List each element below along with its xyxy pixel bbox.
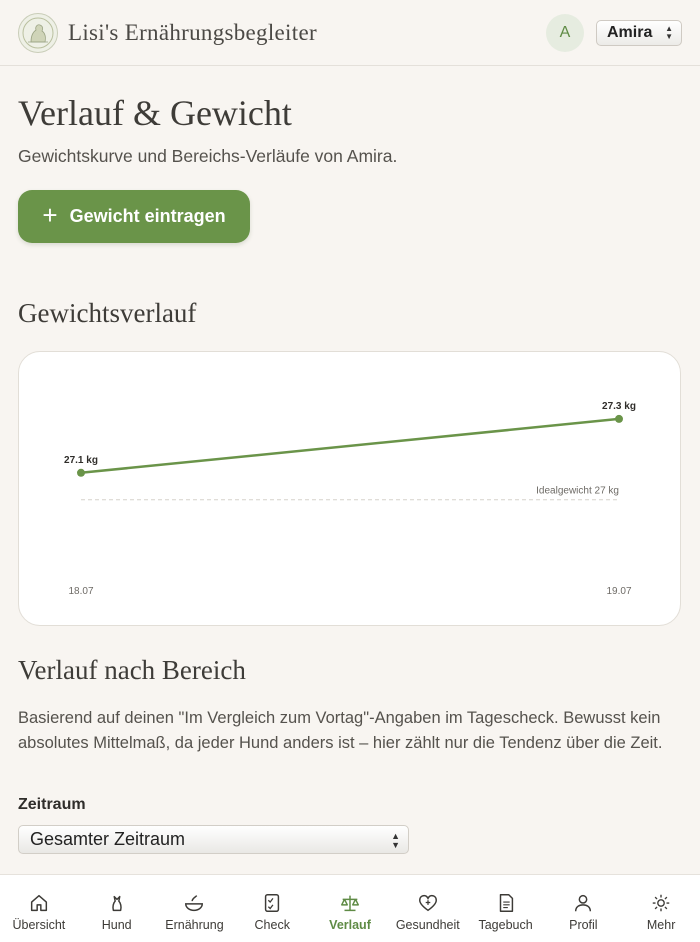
- plus-icon: +: [42, 200, 58, 230]
- nav-item-label: Hund: [101, 918, 132, 932]
- data-point[interactable]: [77, 469, 85, 477]
- heart-plus-icon: [417, 892, 439, 914]
- nav-item-home[interactable]: [0, 875, 78, 942]
- scale-icon: [339, 892, 361, 914]
- x-tick-label: 19.07: [606, 586, 632, 597]
- nav-item-label: Ernährung: [165, 918, 224, 932]
- bottom-navigation: [0, 874, 700, 942]
- add-weight-button-label: Gewicht eintragen: [69, 206, 226, 226]
- weight-series-line: [81, 419, 619, 473]
- sun-icon: [650, 892, 672, 914]
- range-label: Zeitraum: [18, 796, 86, 813]
- home-icon: [28, 892, 50, 914]
- nav-item-label: Mehr: [646, 918, 676, 932]
- nav-item-label: Check: [254, 918, 290, 932]
- app-header: [0, 0, 700, 66]
- data-label: 27.3 kg: [602, 400, 636, 412]
- weight-chart-card: [18, 351, 681, 626]
- select-arrows-icon: ▲ ▼: [665, 23, 673, 41]
- bowl-icon: [183, 892, 205, 914]
- nav-item-sun[interactable]: [622, 875, 700, 942]
- nav-item-label: Verlauf: [329, 918, 371, 932]
- page-subtitle: Gewichtskurve und Bereichs-Verläufe von Amira.: [18, 146, 398, 166]
- nav-item-scale[interactable]: [311, 875, 389, 942]
- journal-icon: [495, 892, 517, 914]
- nav-item-label: Tagebuch: [478, 918, 533, 932]
- dog-select[interactable]: [596, 20, 682, 46]
- weight-chart: [19, 352, 682, 627]
- checklist-icon: [261, 892, 283, 914]
- nav-item-journal[interactable]: [467, 875, 545, 942]
- range-select[interactable]: [18, 825, 409, 854]
- ideal-weight-label: Idealgewicht 27 kg: [536, 485, 619, 497]
- nav-item-label: Profil: [569, 918, 598, 932]
- dog-select-value: Amira: [607, 23, 653, 41]
- area-section-title: Verlauf nach Bereich: [18, 655, 246, 685]
- x-tick-label: 18.07: [68, 586, 94, 597]
- page-title: Verlauf & Gewicht: [18, 93, 292, 133]
- data-label: 27.1 kg: [64, 454, 98, 466]
- app-title: Lisi's Ernährungsbegleiter: [68, 19, 317, 45]
- user-avatar[interactable]: A: [546, 14, 584, 52]
- area-description: Basierend auf deinen "Im Vergleich zum Vortag"-Angaben im Tagescheck. Bewusst kein absolutes Mittelmaß, da jeder Hund anders ist – hier zählt nur die Tendenz über die Zeit.: [18, 709, 663, 752]
- nav-item-label: Gesundheit: [395, 918, 460, 932]
- add-weight-button[interactable]: [18, 190, 250, 243]
- nav-item-label: Übersicht: [12, 918, 66, 932]
- nav-item-checklist[interactable]: [233, 875, 311, 942]
- app-logo[interactable]: [18, 13, 58, 53]
- weight-section-title: Gewichtsverlauf: [18, 298, 197, 328]
- nav-item-dog[interactable]: [78, 875, 156, 942]
- dog-icon: [106, 892, 128, 914]
- select-arrows-icon: ▲ ▼: [391, 831, 400, 850]
- nav-item-bowl[interactable]: [156, 875, 234, 942]
- person-icon: [572, 892, 594, 914]
- data-point[interactable]: [615, 415, 623, 423]
- range-select-value: Gesamter Zeitraum: [30, 829, 186, 849]
- nav-item-person[interactable]: [544, 875, 622, 942]
- nav-item-heart-plus[interactable]: [389, 875, 467, 942]
- dog-logo-icon: [21, 16, 55, 50]
